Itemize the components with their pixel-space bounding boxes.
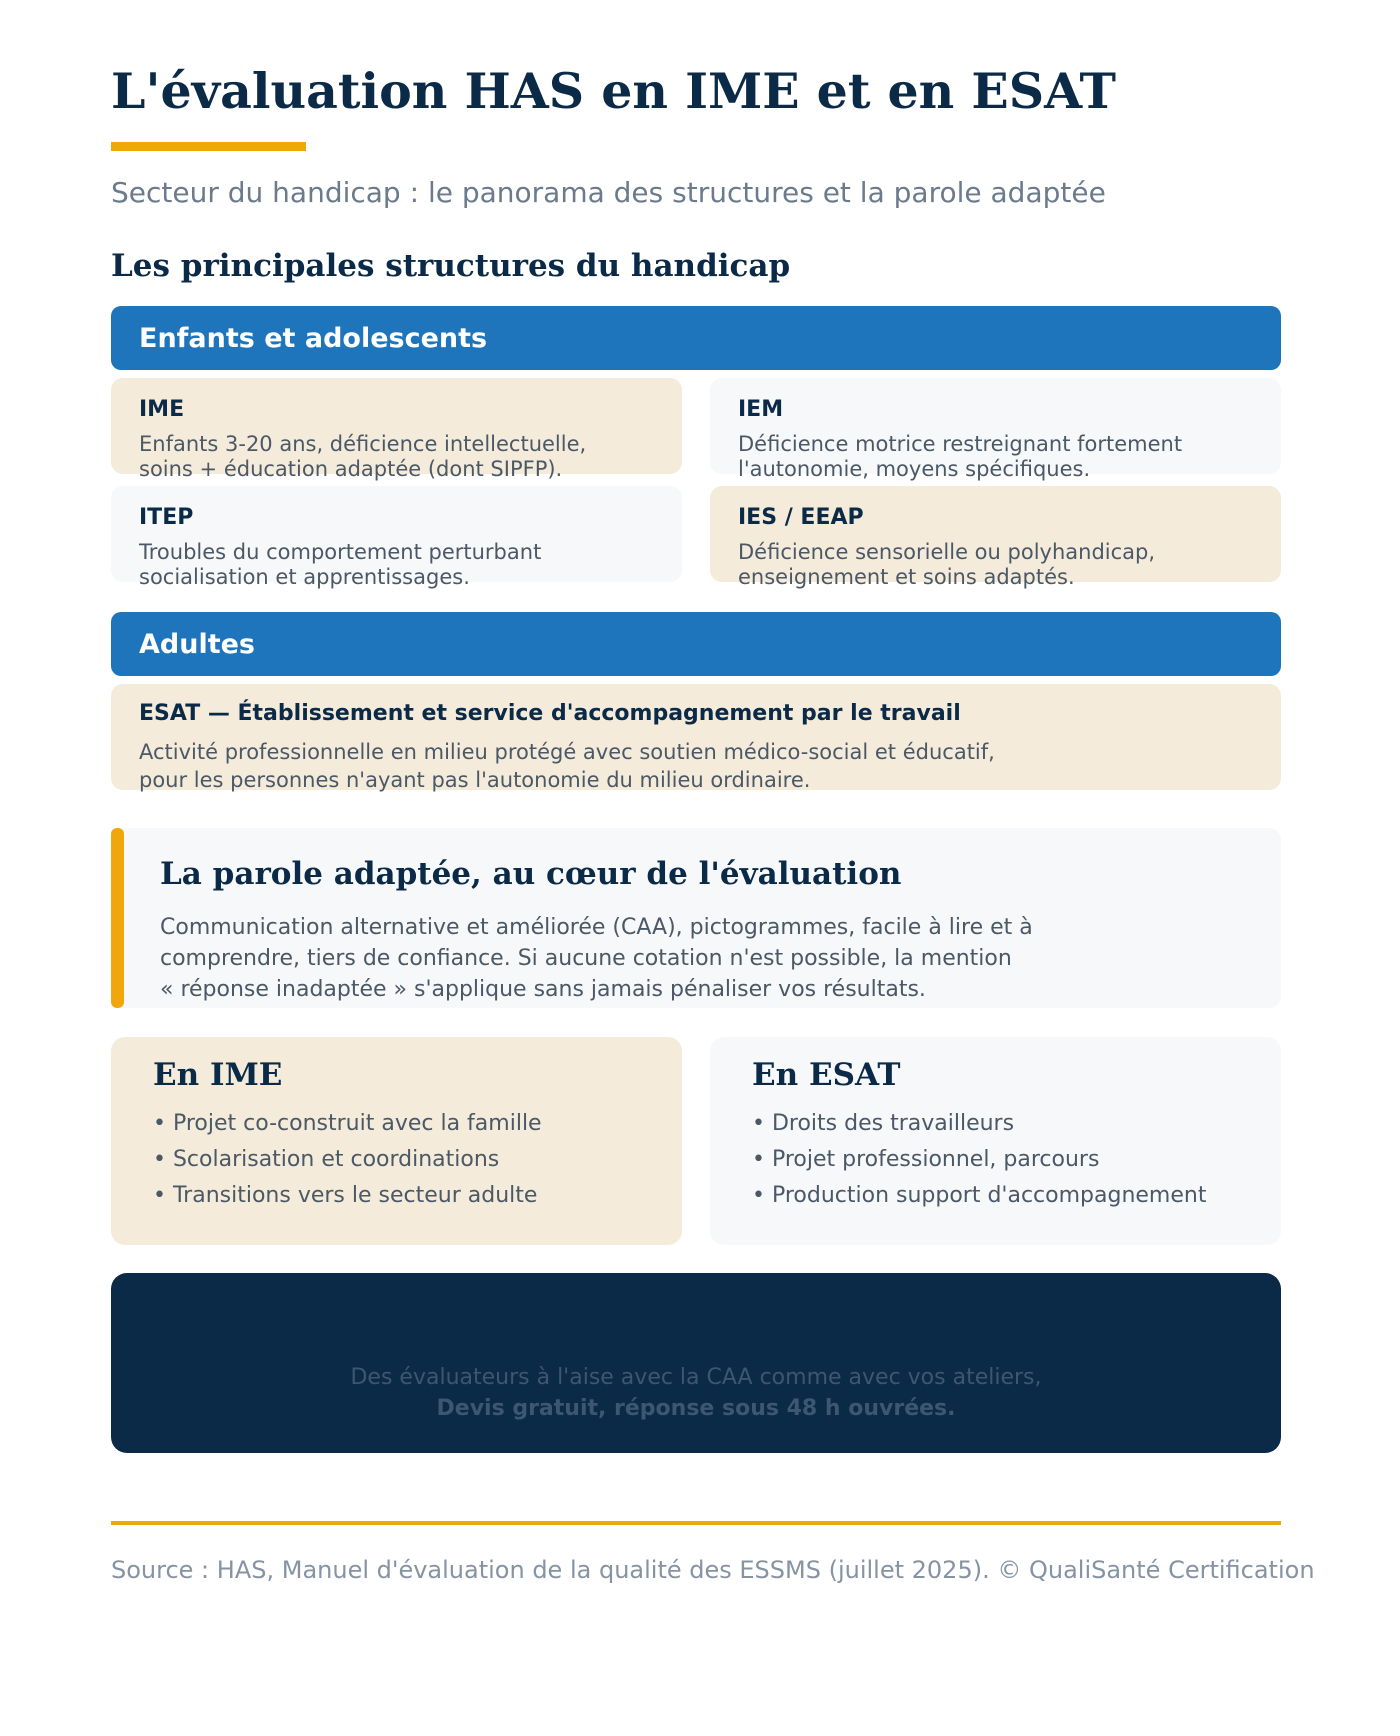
structure-card-iem (710, 378, 1281, 481)
structure-card-description (738, 540, 1253, 590)
esat-list (752, 1106, 1206, 1214)
adults-band: Adultes (111, 612, 1281, 676)
structure-card-title: IME (139, 397, 185, 422)
cta-text: Des évaluateurs à l'aise avec la CAA comme avec vos ateliers, (350, 1365, 1042, 1390)
list-item: • Droits des travailleurs (752, 1111, 1015, 1136)
page-subtitle: Secteur du handicap : le panorama des structures et la parole adaptée (111, 176, 1106, 209)
structure-card-title: IES / EEAP (738, 505, 864, 530)
footer-divider (111, 1521, 1281, 1525)
structure-card-description (738, 432, 1253, 482)
ime-list (153, 1106, 542, 1214)
description-line: Enfants 3-20 ans, déficience intellectuelle, (139, 432, 587, 456)
parole-line: « réponse inadaptée » s'applique sans jamais pénaliser vos résultats. (160, 977, 926, 1002)
structure-card-itep (111, 486, 682, 589)
structure-card-description (139, 540, 654, 590)
ime-box-title: En IME (153, 1057, 283, 1093)
page-title: L'évaluation HAS en IME et en ESAT (111, 62, 1116, 120)
description-line: soins + éducation adaptée (dont SIPFP). (139, 457, 563, 481)
esat-box (710, 1037, 1281, 1245)
structure-card-title: ESAT — Établissement et service d'accompagnement par le travail (139, 701, 961, 726)
structure-card-description (139, 432, 654, 482)
children-band: Enfants et adolescents (111, 306, 1281, 370)
description-line: pour les personnes n'ayant pas l'autonomie du milieu ordinaire. (139, 768, 811, 792)
list-item: • Projet professionnel, parcours (752, 1147, 1100, 1172)
callout-accent-bar (111, 828, 124, 1008)
parole-line: Communication alternative et améliorée (CAA), pictogrammes, facile à lire et à (160, 915, 1033, 940)
structure-card-title: ITEP (139, 505, 194, 530)
description-line: Troubles du comportement perturbant (139, 540, 542, 564)
structure-card-title: IEM (738, 397, 784, 422)
description-line: enseignement et soins adaptés. (738, 565, 1075, 589)
structure-card-ime (111, 378, 682, 481)
list-item: • Production support d'accompagnement (752, 1183, 1207, 1208)
structure-card-description (139, 738, 1253, 794)
ime-box (111, 1037, 682, 1245)
cta-banner (111, 1273, 1281, 1453)
list-item: • Scolarisation et coordinations (153, 1147, 500, 1172)
description-line: l'autonomie, moyens spécifiques. (738, 457, 1091, 481)
footer-source: Source : HAS, Manuel d'évaluation de la qualité des ESSMS (juillet 2025). © QualiSanté Certification (111, 1556, 1315, 1584)
structures-heading: Les principales structures du handicap (111, 248, 791, 284)
description-line: socialisation et apprentissages. (139, 565, 470, 589)
parole-title: La parole adaptée, au cœur de l'évaluation (160, 856, 902, 892)
description-line: Déficience motrice restreignant fortement (738, 432, 1183, 456)
description-line: Déficience sensorielle ou polyhandicap, (738, 540, 1156, 564)
parole-line: comprendre, tiers de confiance. Si aucune cotation n'est possible, la mention (160, 946, 1012, 971)
esat-box-title: En ESAT (752, 1057, 901, 1093)
list-item: • Transitions vers le secteur adulte (153, 1183, 538, 1208)
list-item: • Projet co-construit avec la famille (153, 1111, 542, 1136)
structure-card-esat (111, 684, 1281, 790)
title-underline (111, 142, 306, 151)
description-line: Activité professionnelle en milieu protégé avec soutien médico-social et éducatif, (139, 740, 995, 764)
structure-card-ies-eeap (710, 486, 1281, 589)
parole-body (160, 912, 1033, 1005)
cta-offer: Devis gratuit, réponse sous 48 h ouvrées. (436, 1396, 956, 1421)
